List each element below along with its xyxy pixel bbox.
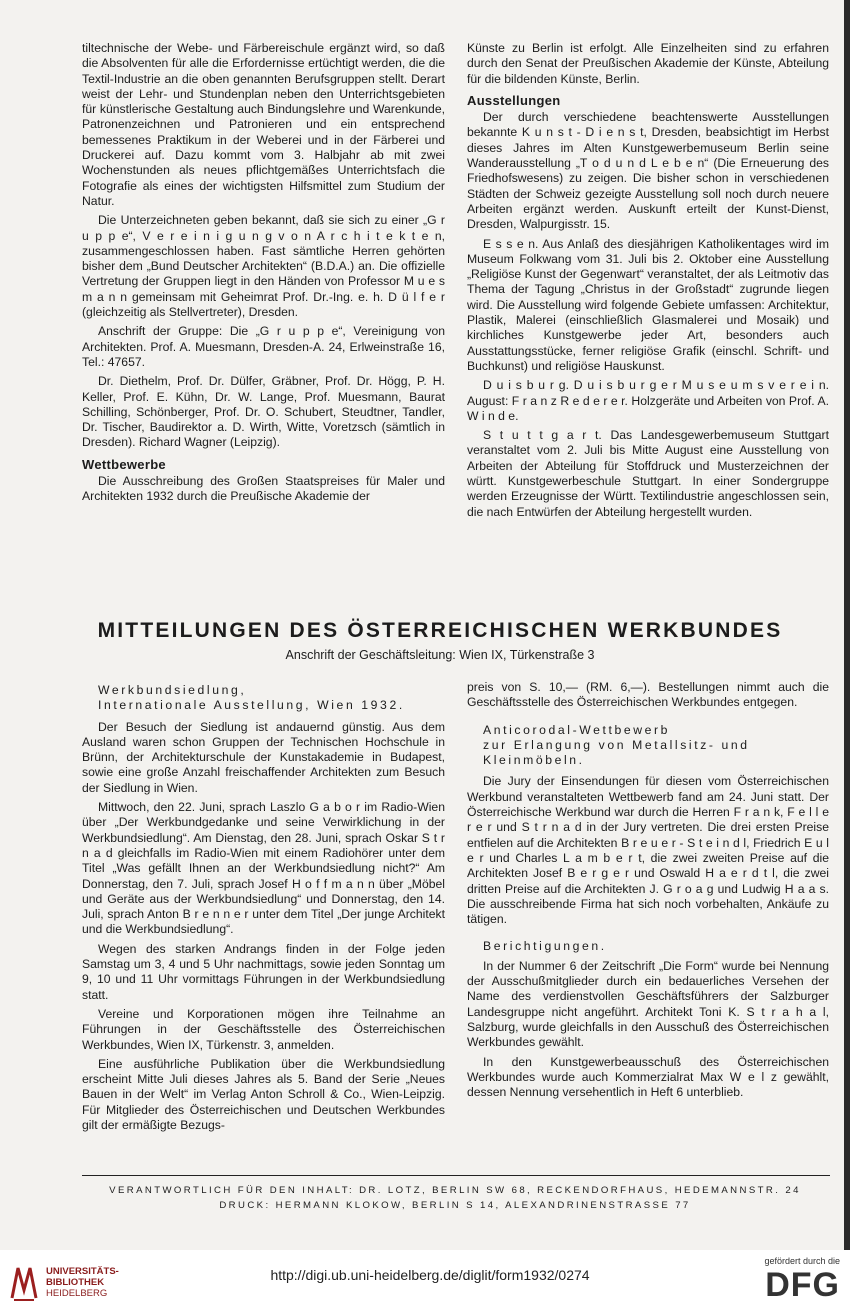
paragraph: Der Besuch der Siedlung ist andauernd günstig. Aus dem Ausland waren schon Gruppen der Technischen Hochschule in Brünn, der Architekturschule der Kunstakademie in Budapest, sowie eine große Anzahl freischaffender Architekten zum Besuch der Siedlung in Wien. [82, 719, 445, 795]
dfg-logo-icon: DFG [765, 1266, 840, 1304]
library-name-line: HEIDELBERG [46, 1288, 108, 1299]
funder-logo[interactable] [720, 1256, 840, 1302]
article-title: zur Erlangung von Metallsitz- und [483, 737, 750, 752]
paragraph: Die Jury der Einsendungen für diesen vom Österreichischen Werkbund veranstalteten Wettbewerb fand am 24. Juni statt. Der Österreichische Werkbund war durch die Herren F r a n k, F e l l e r e r und S t r n a d in der Jury vertreten. Die drei ersten Preise entfielen auf die Architekten B r e u e r - S t e i n d l, Friedrich E u l e r und Charles L a m b e r t, die zwei zweiten Preise auf die Architekten Josef B e r g e r und Oswald H a e r d t l, die zwei dritten Preise auf die Architekten J. G r o a g und Ludwig H a a s. Die ausschreibende Firma hat sich noch vorbehalten, Ankäufe zu tätigen. [467, 774, 829, 927]
library-name-line: UNIVERSITÄTS- [46, 1266, 119, 1277]
permalink-url[interactable]: http://digi.ub.uni-heidelberg.de/diglit/form1932/0274 [270, 1267, 590, 1283]
footer-rule [82, 1175, 830, 1176]
paragraph: tiltechnische der Webe- und Färbereischule ergänzt wird, so daß die Absolventen für alle die Erfordernisse ertüchtigt werden, die die Textil-Industrie an die oben genannten Berufsgruppen stellt. Derart weist der Lehr- und Stundenplan neben den Unterrichtsgebieten für künstlerische Gestaltung auch Bindungslehre und Warenkunde, Patronenzeichnen und Patronieren und ein entsprechend bemessenes Praktikum in der Weberei und in der Färberei und Druckerei auf. Dazu kommt vom 3. Halbjahr ab mit zwei Wochenstunden als neues pflichtgemäßes Unterrichtsfach die Fotografie als eines der wichtigsten Hilfsmittel zum Studium der Natur. [82, 41, 445, 208]
funder-caption: gefördert durch die [764, 1256, 840, 1266]
paragraph: Eine ausführliche Publikation über die Werkbundsiedlung erscheint Mitte Juli dieses Jahres als 5. Band der Serie „Neues Bauen in der Welt“ im Verlag Anton Schroll & Co., Wien-Leipzig. Für Mitglieder des Österreichischen und Deutschen Werkbundes gilt der ermäßigte Bezugs- [82, 1056, 445, 1133]
article-title: Anticorodal-Wettbewerb [483, 722, 671, 737]
bottom-left-column [82, 683, 445, 1137]
article-title: Berichtigungen. [483, 939, 607, 954]
viewer-footer-bar [0, 1250, 850, 1313]
paragraph: Mittwoch, den 22. Juni, sprach Laszlo G a b o r im Radio-Wien über „Der Werkbundgedanke und seine Verwirklichung in der Werkbundsiedlung“. Am Dienstag, den 28. Juni, sprach Oskar S t r n a d gleichfalls im Radio-Wien mit einem Radiohörer unter dem Titel „Was gefällt Ihnen an der Werkbundsiedlung nicht?“ Am Donnerstag, den 7. Juli, sprach Josef H o f f m a n n über „Möbel und Geräte aus der Werkbundsiedlung“ und Donnerstag, den 14. Juli, sprach Anton B r e n n e r unter dem Titel „Der junge Architekt und die Werkbundsiedlung“. [82, 800, 445, 937]
paragraph: preis von S. 10,— (RM. 6,—). Bestellungen nimmt auch die Geschäftsstelle des Österreichischen Werkbundes entgegen. [467, 680, 829, 710]
article-title: Internationale Ausstellung, Wien 1932. [98, 698, 405, 713]
paragraph: E s s e n. Aus Anlaß des diesjährigen Katholikentages wird im Museum Folkwang vom 31. Juli bis 2. Oktober eine Ausstellung „Religiöse Kunst der Gegenwart“ veranstaltet, der als Leitmotiv das Thema der Tagung „Christus in der Großstadt“ zugrunde liegen wird. Die Ausstellung wird folgende Gebiete umfassen: Architektur, Plastik, Malerei (einschließlich Glasmalerei und Mosaik) und kirchliches Kunstgewerbe jeder Art, besonders auch Ausstattungsstücke, ferner religiöse Grafik (einschl. Schrift- und Buchkunst) und religiöse Hauskunst. [467, 236, 829, 373]
paragraph: Vereine und Korporationen mögen ihre Teilnahme an Führungen in der Geschäftsstelle des Österreichischen Werkbundes, Wien IX, Türkenstr. 3, anmelden. [82, 1006, 445, 1052]
section-heading-ausstellungen: Ausstellungen [467, 92, 561, 108]
library-name-line: BIBLIOTHEK [46, 1277, 105, 1288]
paragraph: In der Nummer 6 der Zeitschrift „Die Form“ wurde bei Nennung der Ausschußmitglieder durch ein bedauerliches Versehen der Name des verdienstvollen Geschäftsführers der Salzburger Landesgruppe nicht angeführt. Architekt Toni K. S t r a h a l, Salzburg, wurde gleichfalls in den Ausschuß des Österreichischen Werkbundes gewählt. [467, 958, 829, 1050]
page-edge-shadow [844, 0, 850, 1250]
article-title: Kleinmöbeln. [483, 753, 585, 768]
paragraph: Der durch verschiedene beachtenswerte Ausstellungen bekannte K u n s t - D i e n s t, Dresden, beabsichtigt im Herbst dieses Jahres im Alten Kunstgewerbemuseum Berlin seine Wanderausstellung „T o d u n d L e b e n“ (Die Erneuerung des Friedhofswesens) zu zeigen. Die bisher schon in verschiedenen Städten der Schweiz gezeigte Ausstellung soll noch durch neuere Arbeiten ergänzt werden. Auskunft erteilt der Kunst-Dienst, Dresden, Walpurgisstr. 15. [467, 110, 829, 232]
paragraph: Wegen des starken Andrangs finden in der Folge jeden Samstag um 3, 4 und 5 Uhr nachmittags, sowie jeden Sonntag um 9, 10 und 11 Uhr vormittags Führungen in der Werkbundsiedlung statt. [82, 941, 445, 1002]
article-title: Werkbundsiedlung, [98, 683, 247, 697]
library-seal-icon [8, 1262, 40, 1302]
top-left-column [82, 41, 445, 509]
section-heading-wettbewerbe: Wettbewerbe [82, 456, 166, 472]
paragraph: Die Ausschreibung des Großen Staatspreises für Maler und Architekten 1932 durch die Preußische Akademie der [82, 474, 445, 504]
section-title: MITTEILUNGEN DES ÖSTERREICHISCHEN WERKBUNDES [97, 619, 783, 642]
paragraph: S t u t t g a r t. Das Landesgewerbemuseum Stuttgart veranstaltet vom 2. Juli bis Mitte August eine Ausstellung von Arbeiten der Abteilung für Stoffdruck und Musterzeichnen der württ. Kunstgewerbeschule Stuttgart. In einer Sondergruppe werden Erzeugnisse der Württ. Textilindustrie angeschlossen sein, die nach Entwürfen der Abteilung hergestellt wurden. [467, 428, 829, 519]
paragraph: D u i s b u r g. D u i s b u r g e r M u s e u m s v e r e i n. August: F r a n z R e d e r e r. Holzgeräte und Arbeiten von Prof. A. W i n d e. [467, 378, 829, 423]
paragraph: Die Unterzeichneten geben bekannt, daß sie sich zu einer „G r u p p e“, V e r e i n i g u n g v o n A r c h i t e k t e n, zusammengeschlossen haben. Fast sämtliche Herren gehörten bisher dem „Bund Deutscher Architekten“ (B.D.A.) an. Die offizielle Vertretung der Gruppen liegt in den Händen von Professor M u e s m a n n gemeinsam mit Geheimrat Prof. Dr.-Ing. e. h. D ü l f e r (gleichzeitig als Stellvertreter), Dresden. [82, 213, 445, 320]
library-name [46, 1266, 119, 1299]
paragraph: Anschrift der Gruppe: Die „G r u p p e“, Vereinigung von Architekten. Prof. A. Muesmann, Dresden-A. 24, Erlweinstraße 16, Tel.: 47657. [82, 324, 445, 369]
top-right-column [467, 41, 829, 524]
section-address: Anschrift der Geschäftsleitung: Wien IX, Türkenstraße 3 [285, 648, 595, 662]
bottom-right-column [467, 680, 829, 1104]
imprint-line: VERANTWORTLICH FÜR DEN INHALT: DR. LOTZ, BERLIN SW 68, RECKENDORFHAUS, HEDEMANNSTR. 24 [109, 1185, 801, 1196]
paragraph: Dr. Diethelm, Prof. Dr. Dülfer, Gräbner, Prof. Dr. Högg, P. H. Keller, Prof. E. Kühn, Dr. W. Lange, Prof. Muesmann, Baurat Schilling, Schönberger, Prof. Dr. O. Schubert, Steudtner, Tandler, Dr. Tischer, Baudirektor a. D. Wirth, Witte, Voretzsch (sämtlich in Dresden). Richard Wagner (Leipzig). [82, 374, 445, 450]
printer-line: DRUCK: HERMANN KLOKOW, BERLIN S 14, ALEXANDRINENSTRASSE 77 [219, 1200, 691, 1211]
library-logo[interactable] [8, 1260, 148, 1304]
paragraph: Künste zu Berlin ist erfolgt. Alle Einzelheiten sind zu erfahren durch den Senat der Preußischen Akademie der Künste, Abteilung für die bildenden Künste, Berlin. [467, 41, 829, 86]
paragraph: In den Kunstgewerbeausschuß des Österreichischen Werkbundes wurde auch Kommerzialrat Max W e l z gewählt, dessen Nennung versehentlich in Heft 6 unterblieb. [467, 1054, 829, 1100]
